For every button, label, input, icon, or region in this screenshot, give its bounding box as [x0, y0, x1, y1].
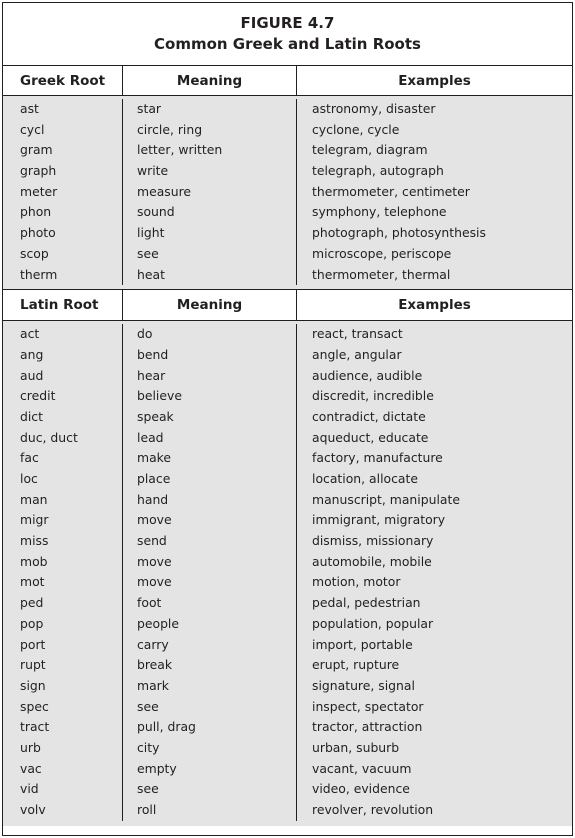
greek-root-cell: ast	[20, 101, 39, 116]
greek-meaning-cell: heat	[137, 266, 165, 282]
greek-examples-cell: photograph, photosynthesis	[312, 225, 486, 241]
latin-examples-column-header: Examples	[296, 290, 572, 320]
latin-meaning-cell: people	[137, 615, 179, 631]
latin-examples-cell: dismiss, missionary	[312, 533, 434, 549]
latin-meaning-cell: foot	[137, 595, 162, 611]
latin-root-cell: man	[20, 491, 48, 507]
greek-root-column-header: Greek Root	[20, 72, 106, 89]
greek-meaning-cell: write	[137, 163, 169, 179]
latin-examples-cell: pedal, pedestrian	[312, 595, 421, 611]
latin-root-cell: ang	[20, 346, 44, 362]
greek-examples-cell: microscope, periscope	[312, 245, 452, 261]
latin-examples-cell: immigrant, migratory	[312, 512, 446, 528]
greek-examples-cell: thermometer, centimeter	[312, 183, 470, 199]
latin-examples-cell: erupt, rupture	[312, 657, 400, 673]
latin-root-cell: tract	[20, 719, 50, 735]
greek-root-cell: gram	[20, 142, 53, 158]
greek-examples-cell: cyclone, cycle	[312, 121, 400, 137]
greek-root-column	[3, 99, 122, 285]
latin-meaning-cell: make	[137, 450, 172, 466]
greek-examples-cell: telegraph, autograph	[312, 163, 444, 179]
greek-meaning-cell: sound	[137, 204, 175, 220]
greek-root-cell: scop	[20, 245, 49, 261]
greek-meaning-cell: star	[137, 101, 162, 116]
latin-root-cell: migr	[20, 512, 49, 528]
latin-meaning-cell: break	[137, 657, 173, 673]
greek-meaning-cell: circle, ring	[137, 121, 203, 137]
greek-root-cell: meter	[20, 183, 58, 199]
latin-table-header	[3, 290, 572, 321]
latin-examples-cell: location, allocate	[312, 471, 418, 486]
latin-examples-cell: automobile, mobile	[312, 553, 432, 569]
latin-examples-cell: audience, audible	[312, 367, 423, 383]
latin-meaning-cell: mark	[137, 677, 169, 693]
latin-root-cell: dict	[20, 408, 43, 424]
greek-meaning-cell: letter, written	[137, 142, 223, 158]
latin-root-cell: urb	[20, 739, 41, 755]
latin-root-cell: port	[20, 636, 46, 652]
latin-meaning-cell: see	[137, 698, 159, 714]
latin-root-cell: mob	[20, 553, 48, 569]
latin-root-cell: vid	[20, 781, 39, 797]
latin-examples-cell: signature, signal	[312, 677, 415, 693]
latin-meaning-cell: place	[137, 471, 171, 486]
latin-root-cell: credit	[20, 388, 56, 404]
greek-table-header	[3, 66, 572, 96]
latin-root-cell: aud	[20, 367, 44, 383]
latin-meaning-cell: lead	[137, 429, 164, 445]
latin-root-cell: vac	[20, 760, 42, 776]
latin-examples-cell: motion, motor	[312, 574, 401, 590]
latin-examples-cell: react, transact	[312, 326, 403, 342]
latin-examples-cell: population, popular	[312, 615, 434, 631]
greek-root-cell: photo	[20, 225, 56, 241]
latin-meaning-cell: speak	[137, 408, 174, 424]
latin-meaning-cell: believe	[137, 388, 182, 404]
latin-meaning-column-header: Meaning	[122, 290, 296, 320]
latin-examples-cell: contradict, dictate	[312, 408, 426, 424]
latin-root-cell: miss	[20, 533, 49, 549]
latin-examples-cell: inspect, spectator	[312, 698, 424, 714]
greek-root-cell: graph	[20, 163, 57, 179]
figure-title: Common Greek and Latin Roots	[154, 35, 421, 53]
figure-header	[3, 3, 572, 66]
greek-root-cell: therm	[20, 266, 58, 282]
latin-roots-table	[3, 290, 572, 826]
greek-meaning-column-header: Meaning	[122, 66, 296, 95]
latin-examples-cell: factory, manufacture	[312, 450, 443, 466]
latin-meaning-cell: do	[137, 326, 153, 342]
latin-examples-cell: discredit, incredible	[312, 388, 434, 404]
latin-root-cell: mot	[20, 574, 45, 590]
greek-root-cell: cycl	[20, 121, 45, 137]
latin-root-cell: sign	[20, 677, 46, 693]
latin-root-cell: volv	[20, 802, 46, 817]
latin-root-cell: fac	[20, 450, 39, 466]
latin-meaning-cell: roll	[137, 802, 157, 817]
greek-examples-cell: telegram, diagram	[312, 142, 428, 158]
latin-examples-cell: import, portable	[312, 636, 413, 652]
latin-examples-cell: revolver, revolution	[312, 802, 434, 817]
latin-examples-cell: tractor, attraction	[312, 719, 423, 735]
latin-meaning-cell: move	[137, 512, 172, 528]
latin-meaning-cell: empty	[137, 760, 177, 776]
latin-examples-cell: vacant, vacuum	[312, 760, 412, 776]
latin-examples-cell: angle, angular	[312, 346, 402, 362]
greek-examples-cell: thermometer, thermal	[312, 266, 451, 282]
greek-table-body	[3, 96, 572, 289]
latin-meaning-cell: city	[137, 739, 160, 755]
latin-meaning-cell: pull, drag	[137, 719, 196, 735]
latin-meaning-cell: bend	[137, 346, 169, 362]
latin-meaning-cell: hand	[137, 491, 169, 507]
latin-meaning-cell: move	[137, 574, 172, 590]
greek-meaning-cell: light	[137, 225, 165, 241]
latin-meaning-cell: send	[137, 533, 167, 549]
latin-examples-column	[296, 324, 572, 821]
figure-box	[2, 2, 573, 836]
greek-examples-cell: astronomy, disaster	[312, 101, 436, 116]
latin-root-cell: rupt	[20, 657, 46, 673]
latin-meaning-cell: move	[137, 553, 172, 569]
latin-examples-cell: urban, suburb	[312, 739, 400, 755]
greek-examples-column	[296, 99, 572, 285]
greek-meaning-cell: see	[137, 245, 159, 261]
latin-examples-cell: aqueduct, educate	[312, 429, 429, 445]
latin-examples-cell: manuscript, manipulate	[312, 491, 460, 507]
latin-meaning-cell: carry	[137, 636, 169, 652]
latin-root-cell: loc	[20, 471, 38, 486]
latin-root-column-header: Latin Root	[20, 297, 99, 314]
latin-root-cell: spec	[20, 698, 49, 714]
greek-roots-table	[3, 66, 572, 290]
latin-table-body	[3, 321, 572, 826]
figure-label: FIGURE 4.7	[240, 14, 335, 32]
greek-examples-column-header: Examples	[296, 66, 572, 95]
latin-root-column	[3, 324, 122, 821]
latin-root-cell: act	[20, 326, 40, 342]
latin-meaning-cell: hear	[137, 367, 166, 383]
latin-root-cell: duc, duct	[20, 429, 78, 445]
latin-meaning-cell: see	[137, 781, 159, 797]
greek-examples-cell: symphony, telephone	[312, 204, 447, 220]
greek-meaning-cell: measure	[137, 183, 192, 199]
greek-root-cell: phon	[20, 204, 52, 220]
latin-root-cell: pop	[20, 615, 44, 631]
greek-meaning-column	[122, 99, 296, 285]
latin-meaning-column	[122, 324, 296, 821]
latin-examples-cell: video, evidence	[312, 781, 410, 797]
latin-root-cell: ped	[20, 595, 44, 611]
